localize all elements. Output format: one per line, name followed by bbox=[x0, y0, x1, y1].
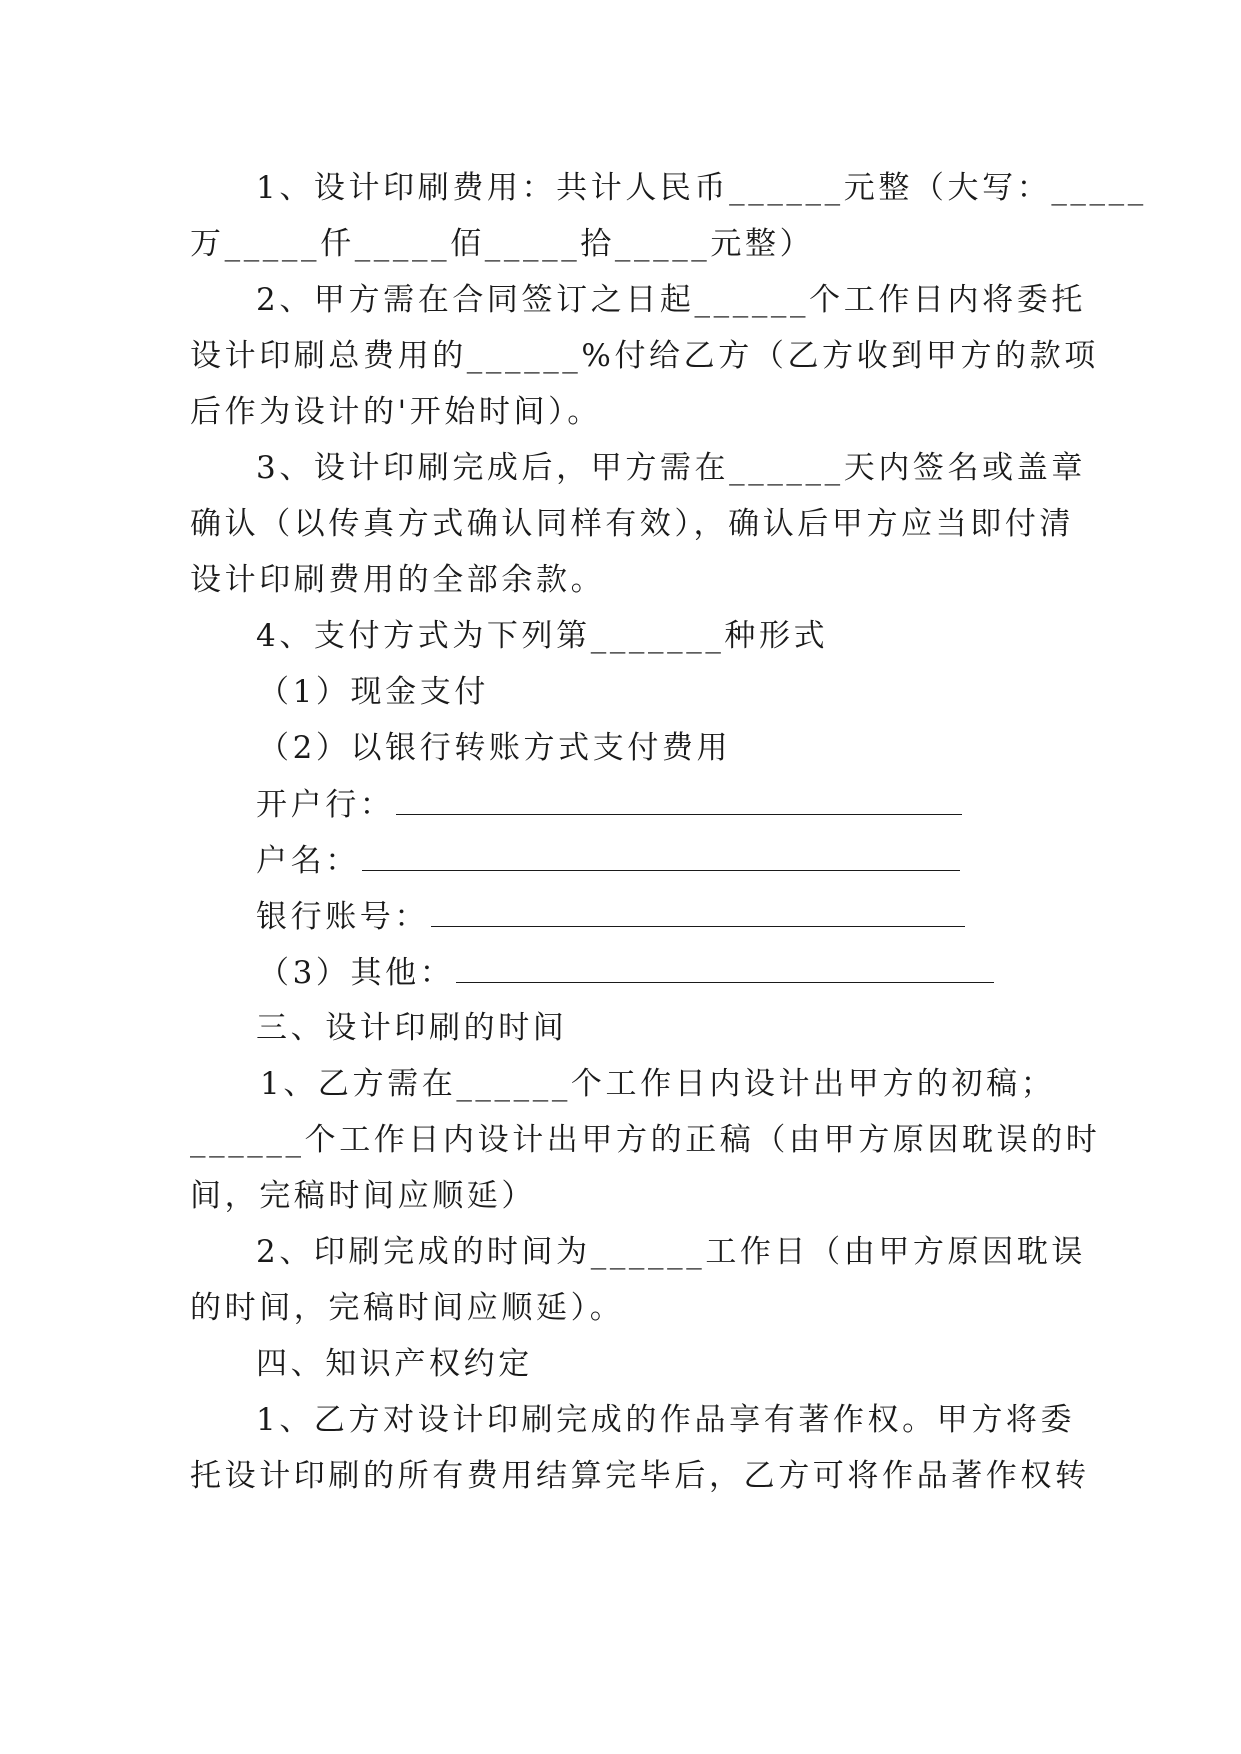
final-draft-delay-line: 间，完稿时间应顺延） bbox=[190, 1178, 536, 1214]
confirm-fax-line: 确认（以传真方式确认同样有效），确认后甲方应当即付清 bbox=[190, 506, 1075, 542]
payment-deadline-line: 2、甲方需在合同签订之日起______个工作日内将委托 bbox=[256, 282, 1086, 318]
confirm-balance-line: 设计印刷费用的全部余款。 bbox=[190, 562, 606, 598]
account-name-label: 户名： bbox=[256, 843, 360, 879]
option-other-blank bbox=[456, 952, 994, 983]
section-three-heading: 三、设计印刷的时间 bbox=[256, 1010, 568, 1046]
option-bank-transfer: （2）以银行转账方式支付费用 bbox=[258, 730, 732, 766]
option-other-row bbox=[190, 952, 1128, 992]
payment-method-line: 4、支付方式为下列第_______种形式 bbox=[256, 618, 829, 654]
account-number-label: 银行账号： bbox=[256, 899, 429, 935]
copyright-line: 1、乙方对设计印刷完成的作品享有著作权。甲方将委 bbox=[256, 1402, 1076, 1438]
payment-start-line: 后作为设计的'开始时间）。 bbox=[190, 394, 602, 430]
fee-total-line: 1、设计印刷费用：共计人民币______元整（大写：_____ bbox=[256, 170, 1147, 206]
payment-percent-line: 设计印刷总费用的______%付给乙方（乙方收到甲方的款项 bbox=[190, 338, 1099, 374]
option-cash: （1）现金支付 bbox=[258, 674, 489, 710]
section-four-heading: 四、知识产权约定 bbox=[256, 1346, 533, 1382]
account-number-blank bbox=[431, 896, 965, 927]
copyright-transfer-line: 托设计印刷的所有费用结算完毕后，乙方可将作品著作权转 bbox=[190, 1458, 1090, 1494]
option-other-label: （3）其他： bbox=[258, 955, 455, 991]
final-draft-line: ______个工作日内设计出甲方的正稿（由甲方原因耽误的时 bbox=[190, 1122, 1101, 1158]
fee-uppercase-line: 万_____仟_____佰_____拾_____元整） bbox=[190, 226, 815, 262]
bank-name-row bbox=[190, 784, 1126, 824]
bank-name-blank bbox=[396, 784, 962, 815]
draft-time-line: 1、乙方需在______个工作日内设计出甲方的初稿； bbox=[260, 1066, 1056, 1102]
bank-name-label: 开户行： bbox=[256, 787, 395, 823]
account-name-blank bbox=[362, 840, 960, 871]
confirm-line: 3、设计印刷完成后，甲方需在______天内签名或盖章 bbox=[256, 450, 1086, 486]
print-time-line: 2、印刷完成的时间为______工作日（由甲方原因耽误 bbox=[256, 1234, 1086, 1270]
account-number-row bbox=[190, 896, 1126, 936]
account-name-row bbox=[190, 840, 1126, 880]
print-delay-line: 的时间，完稿时间应顺延）。 bbox=[190, 1290, 625, 1326]
